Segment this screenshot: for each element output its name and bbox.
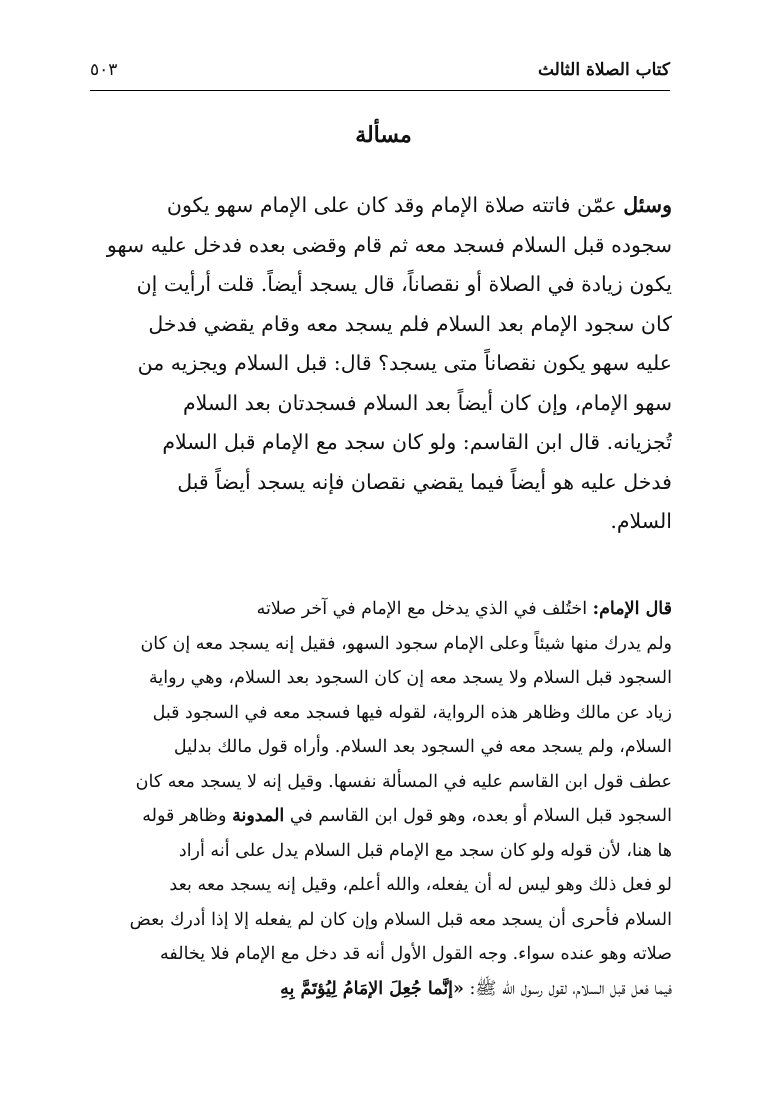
- commentary-lead: قال الإمام:: [592, 599, 672, 619]
- text-line: السلام فأحرى أن يسجد معه قبل السلام وإن كان لم يفعله إلا إذا أدرك بعض: [129, 909, 672, 930]
- section-title: مسألة: [355, 122, 412, 148]
- line-text: وظاهر قوله: [142, 806, 233, 826]
- text-line: السلام.: [610, 509, 672, 533]
- line-text: السجود قبل السلام أو بعده، وهو قول ابن القاسم في: [284, 806, 672, 826]
- line-text: فيما فعل قبل السلام، لقول رسول الله ﷺ:: [463, 978, 672, 999]
- text-line: [97, 592, 672, 627]
- line-text: عمّن فاتته صلاة الإمام وقد كان على الإمام سهو يكون: [166, 193, 624, 217]
- text-line: يكون زيادة في الصلاة أو نقصاناً، قال يسجد أيضاً. قلت أرأيت إن: [136, 272, 672, 296]
- commentary-paragraph: [97, 592, 672, 1006]
- text-line: لو فعل ذلك وهو ليس له أن يفعله، والله أعلم، وقيل إنه يسجد معه بعد: [169, 875, 672, 895]
- text-line: [97, 972, 672, 1007]
- text-line: [97, 799, 672, 834]
- text-line: سهو الإمام، وإن كان أيضاً بعد السلام فسجدتان بعد السلام: [182, 390, 672, 415]
- text-line: السجود قبل السلام ولا يسجد معه إن كان السجود بعد السلام، وهي رواية: [149, 668, 672, 688]
- text-line: تُجزيانه. قال ابن القاسم: ولو كان سجد مع الإمام قبل السلام: [162, 430, 672, 454]
- text-line: [97, 186, 672, 226]
- text-line: فدخل عليه هو أيضاً فيما يقضي نقصان فإنه يسجد أيضاً قبل: [177, 469, 672, 494]
- text-line: السلام، ولم يسجد معه في السجود بعد السلام. وأراه قول مالك بدليل: [173, 737, 672, 757]
- text-line: ها هنا، لأن قوله ولو كان سجد مع الإمام قبل السلام يدل على أنه أراد: [178, 840, 672, 861]
- text-line: صلاته وهو عنده سواء. وجه القول الأول أنه قد دخل مع الإمام فلا يخالفه: [160, 944, 672, 964]
- question-paragraph: [97, 186, 672, 542]
- page-header: [90, 58, 670, 91]
- text-line: زياد عن مالك وظاهر هذه الرواية، لقوله فيها فسجد معه في السجود قبل: [152, 702, 672, 723]
- book-title-mudawwana: المدونة: [232, 806, 285, 826]
- running-title: كتاب الصلاة الثالث: [537, 60, 670, 80]
- text-line: عليه سهو يكون نقصاناً متى يسجد؟ قال: قبل السلام ويجزيه من: [137, 351, 672, 375]
- page-number: ٥٠٣: [90, 60, 118, 80]
- text-line: عطف قول ابن القاسم عليه في المسألة نفسها. وقيل إنه لا يسجد معه كان: [135, 771, 672, 792]
- hadith-quote: «إنَّما جُعِلَ الإمَامُ لِيُؤتَمَّ بِهِ: [280, 978, 464, 999]
- text-line: ولم يدرك منها شيئاً وعلى الإمام سجود السهو، فقيل إنه يسجد معه إن كان: [140, 633, 672, 654]
- question-lead: وسئل: [623, 193, 672, 217]
- text-line: كان سجود الإمام بعد السلام فلم يسجد معه وقام يقضي فدخل: [148, 311, 672, 336]
- line-text: اختُلف في الذي يدخل مع الإمام في آخر صلاته: [256, 599, 593, 619]
- text-line: سجوده قبل السلام فسجد معه ثم قام وقضى بعده فدخل عليه سهو: [106, 232, 672, 257]
